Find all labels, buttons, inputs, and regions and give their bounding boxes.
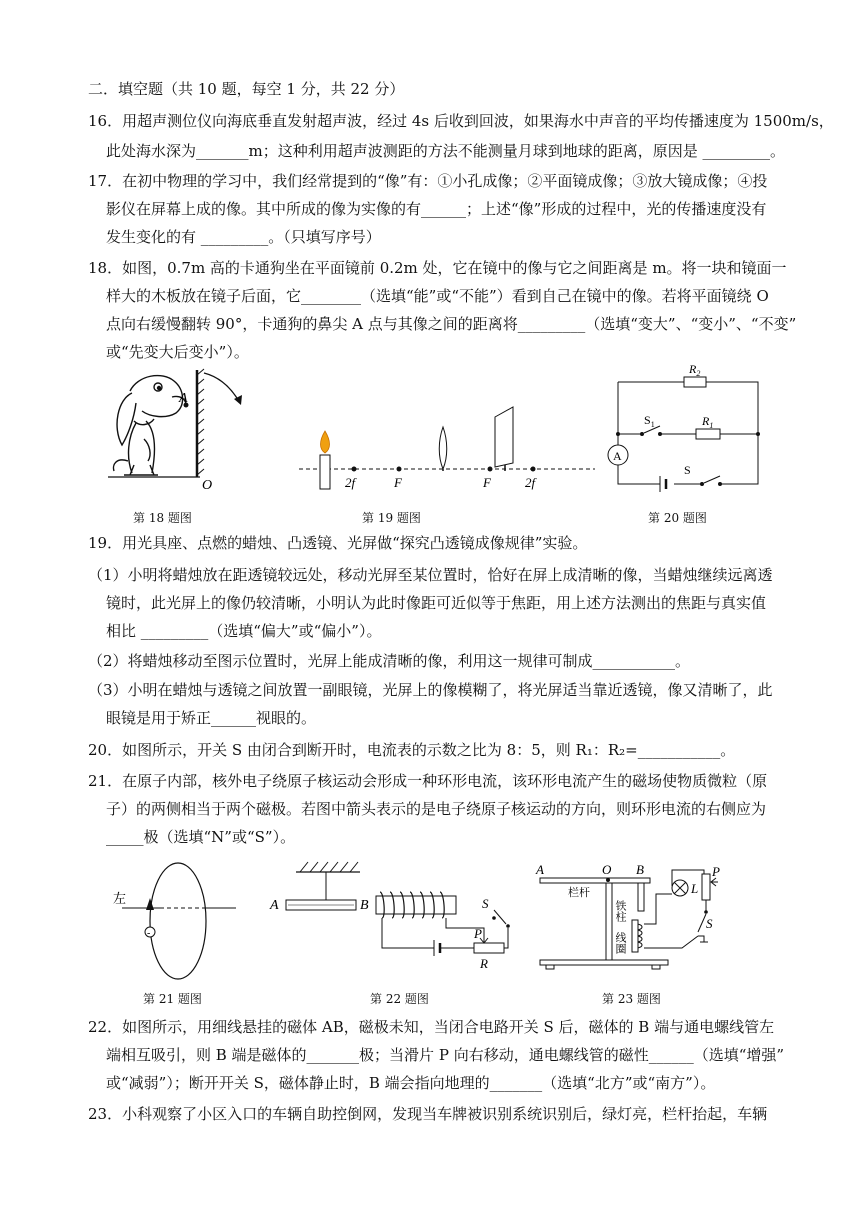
fig23-barrier: [532, 860, 742, 974]
label-r1: $R_1$: [702, 414, 714, 430]
label-right-f: F: [483, 475, 491, 490]
caption-fig22: 第 22 题图: [370, 992, 429, 1006]
rotation-arrow: [204, 373, 240, 403]
caption-fig23: 第 23 题图: [602, 992, 661, 1006]
q19-line-3: 镜时，此光屏上的像仍较清晰，小明认为此时像距可近似等于焦距，用上述方法测出的焦距与真实值: [106, 594, 767, 612]
coil-core: [632, 920, 638, 952]
barrier-rail: [540, 878, 650, 883]
label-left-f: F: [394, 475, 402, 490]
pivot-o: [606, 878, 610, 882]
label-b: B: [636, 862, 644, 877]
label-left: 左: [113, 891, 127, 906]
q20-line-1: 20．如图所示，开关 S 由闭合到断开时，电流表的示数之比为 8：5，则 R₁：R₂=___________。: [88, 741, 736, 759]
label-rail: 栏杆: [568, 887, 590, 899]
label-s1: $S_1$: [644, 413, 655, 429]
q18-line-4: 或“先变大后变小”）。: [106, 343, 249, 361]
post: [606, 883, 612, 963]
q16-line-2: 此处海水深为_______m；这种利用超声波测距的方法不能测量月球到地球的距离，原因是 _________。: [106, 142, 785, 160]
fig18-dog-mirror: [100, 365, 260, 495]
resistor-r2: [684, 377, 706, 387]
switch-s: [704, 476, 720, 483]
candle: [320, 455, 330, 489]
q18-line-1: 18．如图，0.7m 高的卡通狗坐在平面镜前 0.2m 处，它在镜中的像与它之间距离是 m。将一块和镜面一: [88, 259, 787, 277]
q21-line-3: _____极（选填“N”或“S”）。: [106, 828, 296, 846]
label-a: A: [536, 862, 544, 877]
label-s: S: [684, 463, 691, 477]
label-p: P: [474, 926, 482, 941]
label-lamp: L: [691, 881, 699, 896]
label-a: A: [179, 391, 188, 406]
label-o: O: [602, 862, 612, 877]
dog-ear: [117, 393, 136, 445]
rheostat: [474, 943, 504, 953]
q22-line-3: 或“减弱”）；断开开关 S，磁体静止时，B 端会指向地理的_______（选填“北方”或“南方”）。: [106, 1074, 716, 1092]
label-coil: 线圈: [614, 932, 626, 954]
fig20-circuit: [598, 362, 778, 494]
label-iron-col: 铁柱: [614, 900, 626, 922]
q23-line-1: 23．小科观察了小区入口的车辆自助控倒网，发现当车牌被识别系统识别后，绿灯亮，栏杆抬起，车辆: [88, 1105, 768, 1123]
fig21-current-loop: [108, 858, 238, 984]
q17-line-3: 发生变化的有 _________。（只填写序号）: [106, 228, 381, 246]
caption-fig20: 第 20 题图: [648, 511, 707, 525]
label-o: O: [202, 478, 213, 493]
label-s: S: [706, 916, 713, 931]
electron-orbit: [150, 863, 206, 979]
light-screen: [495, 407, 513, 467]
resistor-r1: [696, 429, 720, 439]
svg-text:-: -: [147, 928, 151, 939]
label-ammeter: A: [613, 449, 622, 463]
iron-column: [638, 883, 644, 911]
q19-line-2: （1）小明将蜡烛放在距透镜较远处，移动光屏至某位置时，恰好在屏上成清晰的像，当蜡烛继续远离透: [88, 566, 773, 584]
q19-line-4: 相比 _________（选填“偏大”或“偏小”）。: [106, 622, 382, 640]
direction-arrow: [146, 898, 154, 910]
caption-fig21: 第 21 题图: [143, 992, 202, 1006]
fig19-optical-bench: [295, 405, 605, 495]
q17-line-1: 17．在初中物理的学习中，我们经常提到的“像”有：①小孔成像；②平面镜成像；③放大镜成像；④投: [88, 172, 768, 190]
dog-tail: [114, 460, 128, 471]
convex-lens: [439, 427, 447, 469]
candle-flame: [321, 431, 330, 453]
fig22-solenoid: [268, 858, 518, 974]
q17-line-2: 影仪在屏幕上成的像。其中所成的像为实像的有______；上述“像”形成的过程中，光的传播速度没有: [106, 200, 767, 218]
label-r2: $R_2$: [689, 362, 701, 378]
q22-line-1: 22．如图所示，用细线悬挂的磁体 AB，磁极未知，当闭合电路开关 S 后，磁体的 B 端与通电螺线管左: [88, 1018, 775, 1036]
base: [540, 960, 668, 965]
q18-line-2: 样大的木板放在镜子后面，它________（选填“能”或“不能”）看到自己在镜中的像。若将平面镜绕 O: [106, 287, 769, 305]
switch-s: [494, 910, 506, 924]
q21-line-1: 21．在原子内部，核外电子绕原子核运动会形成一种环形电流，该环形电流产生的磁场使物质微粒（原: [88, 772, 768, 790]
q19-line-7: 眼镜是用于矫正______视眼的。: [106, 709, 317, 727]
dog-collar: [134, 419, 154, 425]
q16-line-1: 16．用超声测位仪向海底垂直发射超声波，经过 4s 后收到回波，如果海水中声音的平均传播速度为 1500m/s，: [88, 112, 834, 130]
caption-fig18: 第 18 题图: [133, 511, 192, 525]
q19-line-1: 19．用光具座、点燃的蜡烛、凸透镜、光屏做“探究凸透镜成像规律”实验。: [88, 534, 588, 552]
label-a: A: [270, 898, 279, 913]
rheostat-p: [702, 874, 710, 900]
label-r: R: [480, 956, 488, 971]
section-heading: 二．填空题（共 10 题，每空 1 分，共 22 分）: [88, 80, 405, 98]
q19-line-5: （2）将蜡烛移动至图示位置时，光屏上能成清晰的像，利用这一规律可制成___________。: [88, 652, 691, 670]
label-b: B: [360, 898, 369, 913]
caption-fig19: 第 19 题图: [362, 511, 421, 525]
q22-line-2: 端相互吸引，则 B 端是磁体的_______极；当滑片 P 向右移动，通电螺线管的磁性______（选填“增强”: [106, 1046, 785, 1064]
label-right-2f: 2f: [525, 475, 536, 490]
switch-s: [698, 914, 706, 932]
q21-line-2: 子）的两侧相当于两个磁极。若图中箭头表示的是电子绕原子核运动的方向，则环形电流的右侧应为: [106, 800, 767, 818]
label-p: P: [712, 864, 720, 879]
label-s: S: [482, 896, 489, 911]
q19-line-6: （3）小明在蜡烛与透镜之间放置一副眼镜，光屏上的像模糊了，将光屏适当靠近透镜，像又清晰了，此: [88, 681, 773, 699]
q18-line-3: 点向右缓慢翻转 90°，卡通狗的鼻尖 A 点与其像之间的距离将_________（选填“变大”、“变小”、“不变”: [106, 315, 797, 333]
label-left-2f: 2f: [345, 475, 356, 490]
